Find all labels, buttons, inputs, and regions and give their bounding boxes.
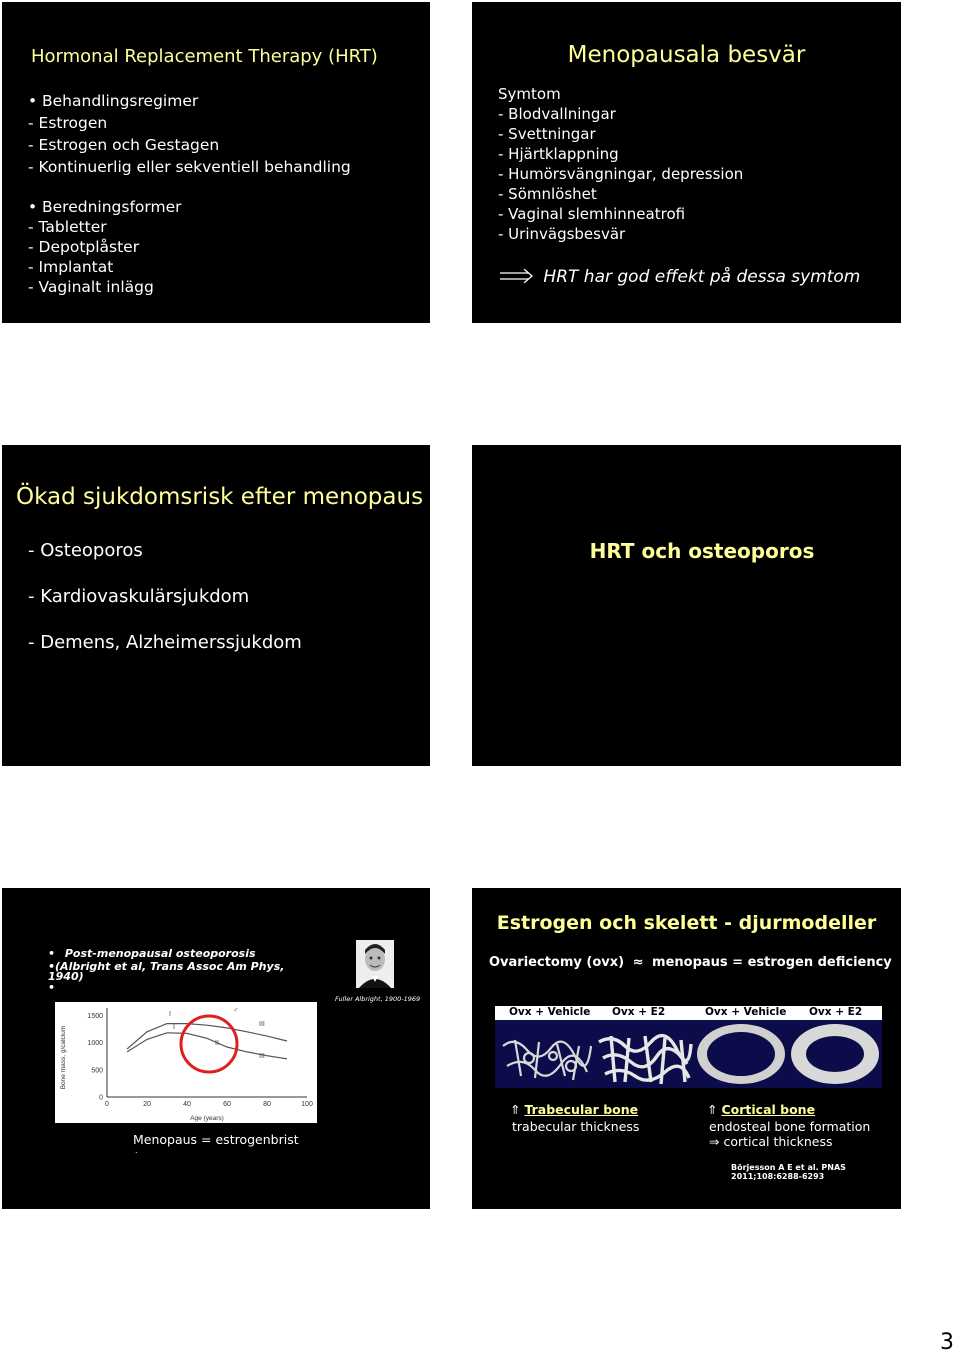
- bone-mass-chart: [55, 1002, 317, 1123]
- list-item: - Hjärtklappning: [498, 145, 619, 163]
- list-item: - Osteoporos: [28, 540, 143, 561]
- slide-title: Ökad sjukdomsrisk efter menopaus: [16, 484, 424, 510]
- list-item: - Kardiovaskulärsjukdom: [28, 586, 250, 607]
- double-arrow-right-icon: ⇒: [709, 1134, 720, 1149]
- slide-disease-risk: [2, 445, 430, 766]
- bullet-continuation: 1940): [48, 970, 84, 983]
- chart-annotation: I: [169, 1011, 171, 1018]
- cortical-e2-image: [791, 1024, 879, 1084]
- chart-annotation: I: [173, 1024, 175, 1031]
- chart-annotation: II: [215, 1040, 219, 1047]
- chart-annotation: III: [259, 1053, 265, 1060]
- slide-menopausal-symptoms: [472, 2, 901, 323]
- list-heading: Symtom: [498, 85, 561, 103]
- cortical-line-text: cortical thickness: [723, 1134, 833, 1149]
- list-item: - Vaginal slemhinneatrofi: [498, 205, 686, 223]
- bullet-text: (Albright et al, Trans Assoc Am Phys,: [55, 960, 285, 973]
- list-item: - Urinvägsbesvär: [498, 225, 626, 243]
- sub-item: - Vaginalt inlägg: [28, 278, 154, 296]
- slide-title: Hormonal Replacement Therapy (HRT): [31, 46, 378, 67]
- bullet-icon: •: [48, 960, 56, 973]
- slide-hrt: [2, 2, 430, 323]
- slide-estrogen-skeleton: [472, 888, 901, 1209]
- chart-annotation: ♂: [233, 1007, 239, 1014]
- x-tick-label: 60: [223, 1101, 231, 1108]
- slide-title: Menopausala besvär: [567, 42, 806, 68]
- sub-item: - Estrogen: [28, 114, 108, 132]
- image-label: Ovx + Vehicle: [705, 1006, 787, 1018]
- x-tick-label: 40: [183, 1101, 191, 1108]
- trabecular-heading: [510, 1102, 638, 1117]
- y-tick-label: 500: [91, 1067, 103, 1075]
- caption-dot: .: [135, 1146, 138, 1155]
- cortical-heading-text: Cortical bone: [721, 1102, 816, 1117]
- micro-ct-drawing: [495, 1006, 882, 1088]
- cortical-line: endosteal bone formation: [709, 1119, 871, 1134]
- sub-item: - Kontinuerlig eller sekventiell behandling: [28, 158, 351, 176]
- up-double-arrow-icon: ⇑: [510, 1102, 521, 1117]
- highlight-circle: [181, 1016, 237, 1072]
- x-axis-label: Age (years): [190, 1115, 224, 1122]
- bullet-icon: •: [48, 981, 56, 994]
- bullet-icon: •: [48, 947, 56, 960]
- trabecular-line: trabecular thickness: [512, 1119, 640, 1134]
- portrait-image: [356, 940, 394, 988]
- y-tick-label: 1500: [87, 1012, 103, 1020]
- x-tick-label: 20: [143, 1101, 151, 1108]
- list-item: - Blodvallningar: [498, 105, 616, 123]
- image-label: Ovx + Vehicle: [509, 1006, 591, 1018]
- bullet-item: • Beredningsformer: [28, 198, 182, 216]
- y-tick-label: 0: [99, 1094, 103, 1102]
- x-tick-label: 0: [105, 1101, 109, 1108]
- double-arrow-right-icon: [498, 269, 538, 283]
- slide-postmenopausal-osteoporosis: [2, 888, 430, 1209]
- slide-caption: Menopaus = estrogenbrist: [133, 1132, 299, 1147]
- image-label: Ovx + E2: [612, 1006, 666, 1018]
- conclusion: [498, 267, 860, 287]
- bone-mass-chart-svg: [55, 1002, 317, 1123]
- approx-icon: ≈: [632, 955, 644, 970]
- trabecular-heading-text: Trabecular bone: [524, 1102, 639, 1117]
- subtitle-right: menopaus = estrogen deficiency: [652, 955, 892, 970]
- cortical-line: [709, 1134, 833, 1149]
- sub-item: - Tabletter: [28, 218, 107, 236]
- list-item: - Sömnlöshet: [498, 185, 597, 203]
- y-axis-label: Bone mass, g/calcium: [60, 1025, 67, 1090]
- list-item: - Humörsvängningar, depression: [498, 165, 744, 183]
- bullet-item: [48, 947, 256, 960]
- sub-item: - Implantat: [28, 258, 114, 276]
- list-item: - Demens, Alzheimerssjukdom: [28, 632, 302, 653]
- sub-item: - Depotplåster: [28, 238, 140, 256]
- slide-subtitle: [489, 955, 892, 970]
- image-label: Ovx + E2: [809, 1006, 863, 1018]
- photo-caption: Fuller Albright, 1900-1969: [335, 995, 421, 1003]
- y-tick-label: 1000: [87, 1040, 103, 1048]
- subtitle-left: Ovariectomy (ovx): [489, 955, 625, 970]
- list-item: - Svettningar: [498, 125, 596, 143]
- micro-ct-images: [495, 1006, 882, 1088]
- sub-item: - Estrogen och Gestagen: [28, 136, 220, 154]
- reference: 2011;108:6288-6293: [731, 1172, 825, 1181]
- bullet-item: • Behandlingsregimer: [28, 92, 198, 110]
- conclusion-text: HRT har god effekt på dessa symtom: [543, 267, 861, 287]
- slide-title: HRT och osteoporos: [589, 539, 815, 563]
- page-number: 3: [940, 1330, 954, 1355]
- slide-title: Estrogen och skelett - djurmodeller: [496, 912, 877, 934]
- x-tick-label: 80: [263, 1101, 271, 1108]
- reference: Börjesson A E et al. PNAS: [731, 1163, 846, 1172]
- cortical-vehicle-image: [697, 1024, 785, 1084]
- x-tick-label: 100: [301, 1101, 313, 1108]
- slide-hrt-osteoporosis: [472, 445, 901, 766]
- up-double-arrow-icon: ⇑: [707, 1102, 718, 1117]
- bullet-text: Post-menopausal osteoporosis: [64, 947, 256, 960]
- cortical-heading: [707, 1102, 815, 1117]
- portrait-photo: [356, 940, 394, 988]
- chart-annotation: III: [259, 1021, 265, 1028]
